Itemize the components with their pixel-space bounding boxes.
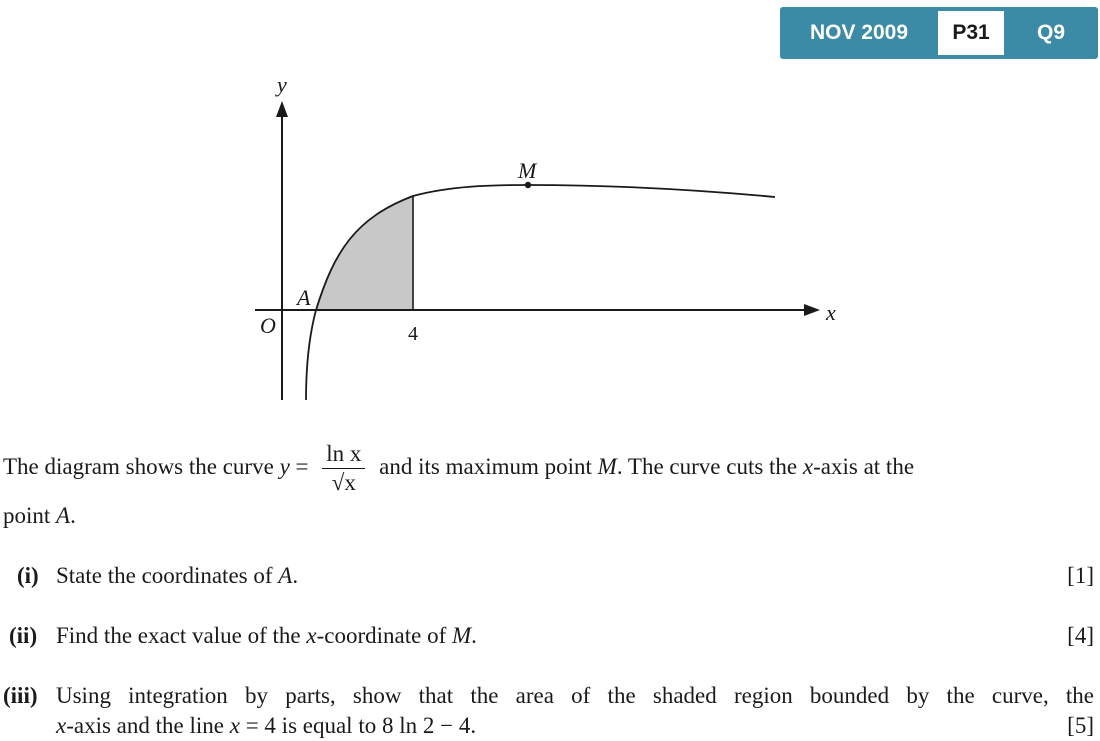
marks: [5] [1067,713,1094,738]
intro-line2-end: . [70,503,76,528]
question-number: (i) [17,563,39,588]
shaded-region [316,196,413,310]
q3-var: x [56,713,67,738]
tick-label-4: 4 [408,323,418,345]
q3-end: = 4 is equal to 8 ln 2 − 4. [239,713,477,738]
fraction-numerator: ln x [322,440,365,469]
intro-line-1 [3,440,1093,497]
question-text-line-1: Using integration by parts, show that the area of the shaded region bounded by the curve, the [56,683,1094,708]
var-y: y [279,453,290,479]
y-axis-arrow [276,101,288,117]
x-axis-label: x [826,300,836,325]
question-text-line-2 [56,711,476,741]
intro-text-2: and its maximum point [373,453,598,479]
q2-var: x [306,623,317,648]
var-x: x [802,453,814,479]
x-axis-arrow [804,304,820,316]
intro-text-3: . The curve cuts the [616,453,803,479]
y-axis-label: y [277,72,287,97]
equals-sign: = [289,453,315,479]
question-number: (ii) [9,623,38,648]
question-text [56,621,477,651]
intro-line-2 [3,501,1093,531]
q2-text: Find the exact value of the [56,623,307,648]
fraction-denominator: √x [331,470,356,495]
q2-var-2: M [451,623,472,648]
question-number: (iii) [3,683,38,708]
q3-text: -axis and the line [66,713,230,738]
question-text [56,561,298,591]
marks: [1] [1067,563,1094,588]
marks: [4] [1067,623,1094,648]
var-m: M [597,453,617,479]
q3-var-2: x [229,713,240,738]
badge-session: NOV 2009 [809,21,909,44]
intro-line2-text: point [3,503,57,528]
var-a: A [56,503,71,528]
fraction [322,440,365,497]
q2-end: . [471,623,477,648]
q1-var: A [278,563,293,588]
q2-text-2: -coordinate of [316,623,452,648]
origin-label: O [260,313,276,338]
badge-question: Q9 [1036,21,1065,44]
question-iii [0,681,1100,741]
q1-text: State the coordinates of [56,563,279,588]
intro-text-4: -axis at the [813,453,915,479]
point-m-label: M [518,158,537,183]
q1-end: . [292,563,299,588]
point-a-label: A [297,285,311,310]
badge-paper: P31 [938,11,1004,55]
intro-text: The diagram shows the curve [3,453,280,479]
